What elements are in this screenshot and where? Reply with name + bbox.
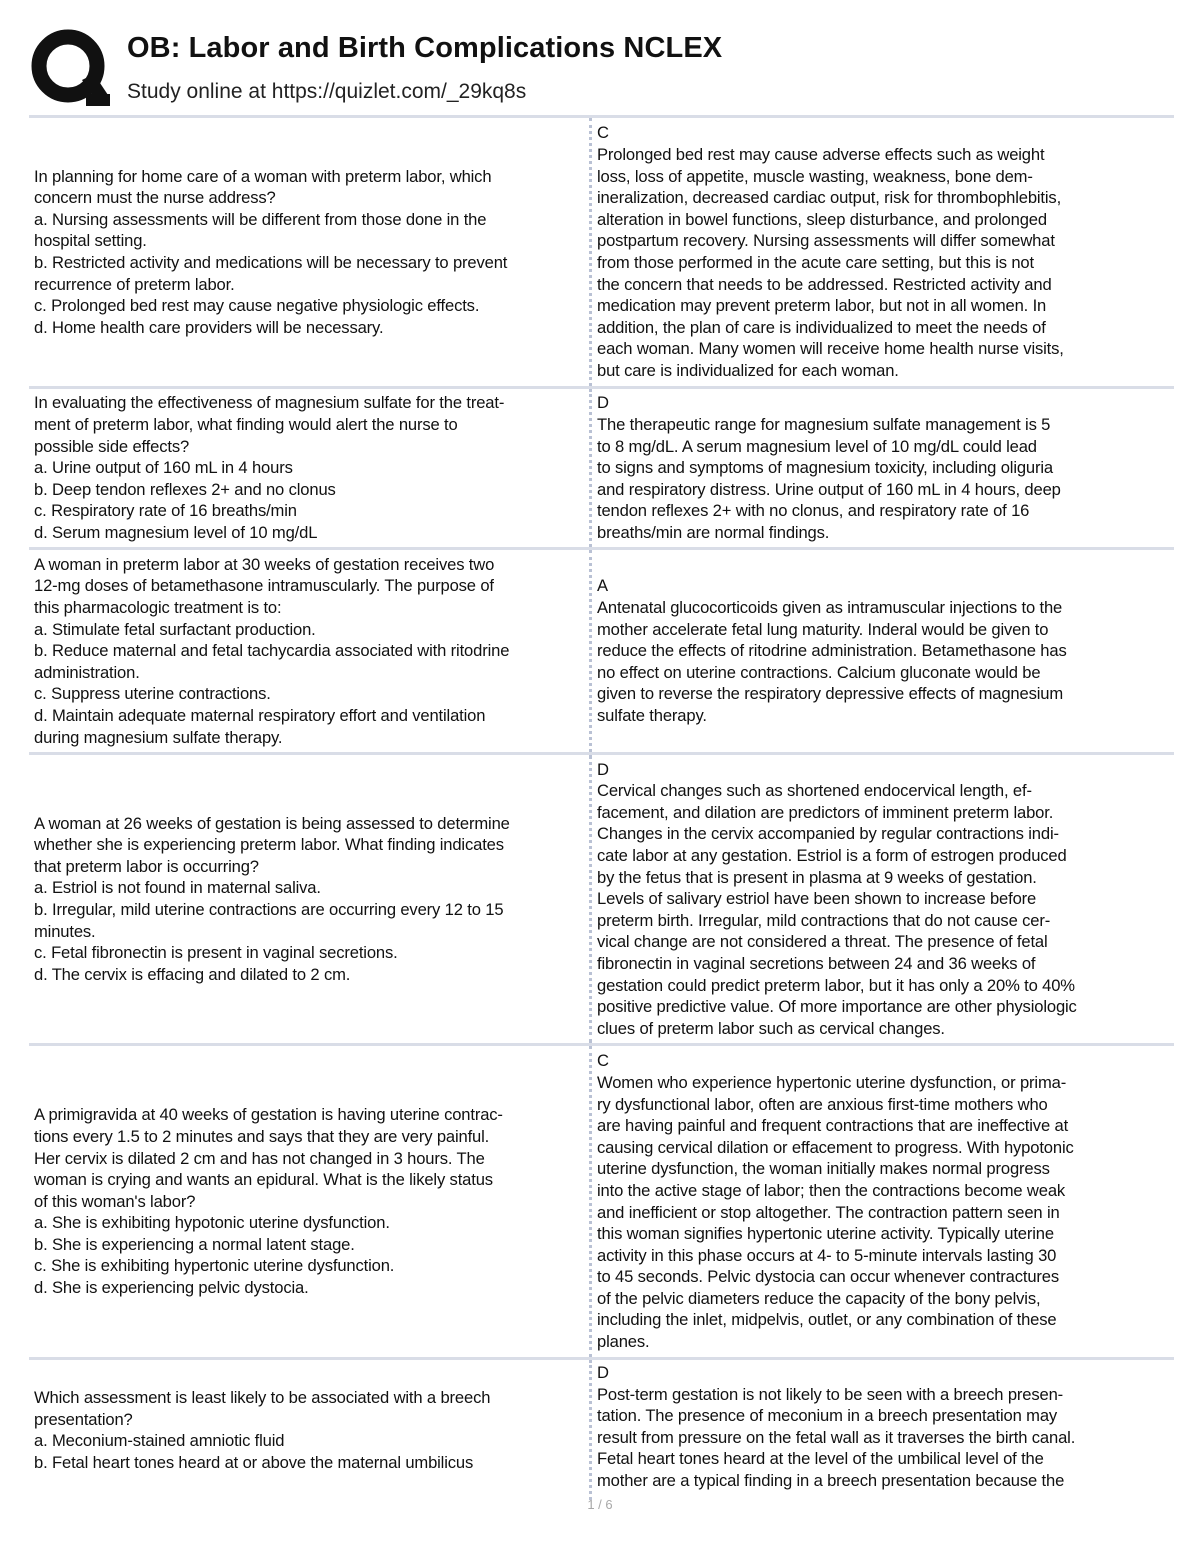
- card-definition: [592, 1360, 1169, 1500]
- card-term: [29, 1046, 592, 1357]
- card-definition: [592, 389, 1169, 547]
- flashcard-list: [29, 115, 1174, 1500]
- question-text: In evaluating the effectiveness of magnesium sulfate for the treat- ment of preterm labor, what finding would alert the nurse to possible side effects? a. Urine output of 160 mL in 4 hours b. Deep tendon reflexes 2+ and no clonus c. Respiratory rate of 16 breaths/min d. Serum magnesium level of 10 mg/dL: [34, 393, 505, 542]
- flashcard-row: [29, 1043, 1174, 1357]
- flashcard-row: [29, 1357, 1174, 1500]
- page-indicator: 1 / 6: [587, 1497, 613, 1512]
- answer-text: A Antenatal glucocorticoids given as intramuscular injections to the mother accelerate fetal lung maturity. Inderal would be given to reduce the effects of ritodrine administration. Betamethasone has no effect on uterine contractions. Calcium gluconate would be given to reverse the respiratory depressive effects of magnesium sulfate therapy.: [597, 576, 1067, 725]
- study-link[interactable]: Study online at https://quizlet.com/_29kq8s: [127, 80, 527, 103]
- flashcard-row: [29, 386, 1174, 547]
- question-text: A woman at 26 weeks of gestation is being assessed to determine whether she is experiencing preterm labor. What finding indicates that preterm labor is occurring? a. Estriol is not found in maternal saliva. b. Irregular, mild uterine contractions are occurring every 12 to 15 minutes. c. Fetal fibronectin is present in vaginal secretions. d. The cervix is effacing and dilated to 2 cm.: [34, 813, 510, 984]
- answer-text: D Post-term gestation is not likely to be seen with a breech presen- tation. The presence of meconium in a breech presentation may result from pressure on the fetal wall as it traverses the birth canal. Fetal heart tones heard at the level of the umbilical level of the mother are a typical finding in a breech presentation because the: [597, 1363, 1076, 1490]
- card-definition: [592, 550, 1169, 752]
- question-text: Which assessment is least likely to be associated with a breech presentation? a. Meconium-stained amniotic fluid b. Fetal heart tones heard at or above the maternal umbilicus: [34, 1388, 491, 1472]
- answer-text: D Cervical changes such as shortened endocervical length, ef- facement, and dilation are predictors of imminent preterm labor. Changes in the cervix accompanied by regular contractions indi- cate labor at any gestation. Estriol is a form of estrogen produced by the fetus that is present in plasma at 9 weeks of gestation. Levels of salivary estriol have been shown to increase before preterm birth. Irregular, mild contractions that do not cause cer- vical change are not considered a threat. The presence of fetal fibronectin in vaginal secretions between 24 and 36 weeks of gestation could predict preterm labor, but it has only a 20% to 40% positive predictive value. Of more importance are other physiologic clues of preterm labor such as cervical changes.: [597, 759, 1077, 1038]
- card-definition: [592, 118, 1169, 386]
- card-definition: [592, 755, 1169, 1043]
- flashcard-row: [29, 547, 1174, 752]
- card-term: [29, 118, 592, 386]
- question-text: A woman in preterm labor at 30 weeks of gestation receives two 12-mg doses of betamethasone intramuscularly. The purpose of this pharmacologic treatment is to: a. Stimulate fetal surfactant production. b. Reduce maternal and fetal tachycardia associated with ritodrine administration. c. Suppress uterine contractions. d. Maintain adequate maternal respiratory effort and ventilation during magnesium sulfate therapy.: [34, 554, 510, 747]
- answer-text: C Women who experience hypertonic uterine dysfunction, or prima- ry dysfunctional labor, often are anxious first-time mothers who are having painful and frequent contractions that are ineffective at causing cervical dilation or effacement to progress. With hypotonic uterine dysfunction, the woman initially makes normal progress into the active stage of labor; then the contractions become weak and inefficient or stop altogether. The contraction pattern seen in this woman signifies hypertonic uterine activity. Typically uterine activity in this phase occurs at 4- to 5-minute intervals lasting 30 to 45 seconds. Pelvic dystocia can occur whenever contractures of the pelvic diameters reduce the capacity of the bony pelvis, including the inlet, midpelvis, outlet, or any combination of these planes.: [597, 1051, 1074, 1352]
- page-title: OB: Labor and Birth Complications NCLEX: [127, 32, 723, 64]
- quizlet-logo-icon: [30, 28, 110, 108]
- flashcard-row: [29, 115, 1174, 386]
- question-text: A primigravida at 40 weeks of gestation is having uterine contrac- tions every 1.5 to 2 minutes and says that they are very painful. Her cervix is dilated 2 cm and has not changed in 3 hours. The woman is crying and wants an epidural. What is the likely status of this woman's labor? a. She is exhibiting hypotonic uterine dysfunction. b. She is experiencing a normal latent stage. c. She is exhibiting hypertonic uterine dysfunction. d. She is experiencing pelvic dystocia.: [34, 1105, 503, 1298]
- question-text: In planning for home care of a woman with preterm labor, which concern must the nurse address? a. Nursing assessments will be different from those done in the hospital setting. b. Restricted activity and medications will be necessary to prevent recurrence of preterm labor. c. Prolonged bed rest may cause negative physiologic effects. d. Home health care providers will be necessary.: [34, 166, 508, 337]
- card-definition: [592, 1046, 1169, 1357]
- answer-text: C Prolonged bed rest may cause adverse effects such as weight loss, loss of appetite, muscle wasting, weakness, bone dem- ineralization, decreased cardiac output, risk for thrombophlebitis, alteration in bowel functions, sleep disturbance, and prolonged postpartum recovery. Nursing assessments will differ somewhat from those performed in the acute care setting, but this is not the concern that needs to be addressed. Restricted activity and medication may prevent preterm labor, but not in all women. In addition, the plan of care is individualized to meet the needs of each woman. Many women will receive home health nurse visits, but care is individualized for each woman.: [597, 123, 1064, 380]
- card-term: [29, 389, 592, 547]
- card-term: [29, 550, 592, 752]
- flashcard-row: [29, 752, 1174, 1043]
- card-term: [29, 755, 592, 1043]
- card-term: [29, 1360, 592, 1500]
- answer-text: D The therapeutic range for magnesium sulfate management is 5 to 8 mg/dL. A serum magnesium level of 10 mg/dL could lead to signs and symptoms of magnesium toxicity, including oliguria and respiratory distress. Urine output of 160 mL in 4 hours, deep tendon reflexes 2+ with no clonus, and respiratory rate of 16 breaths/min are normal findings.: [597, 393, 1061, 542]
